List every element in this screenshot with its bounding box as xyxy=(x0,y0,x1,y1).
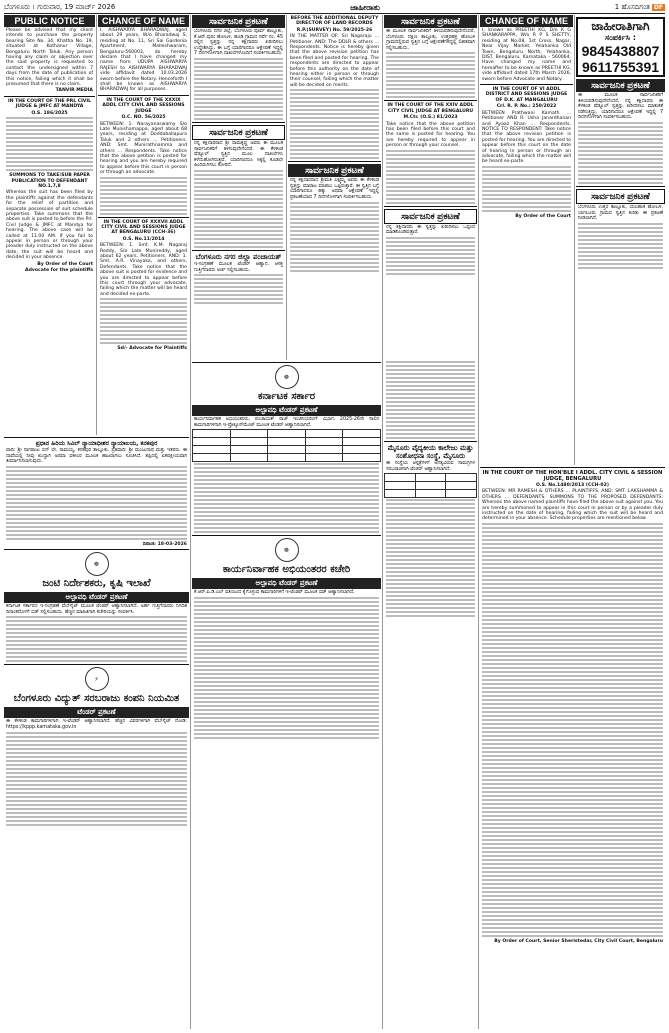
tender-body: ಕರ್ನಾಟಕ ಸರ್ಕಾರದ ಇ-ಸಂಗ್ರಹಣೆ ವೆಬ್‌ಸೈಟ್ ಮೂಲಕ ಟೆಂಡರ್ ಆಹ್ವಾನಿಸಲಾಗಿದೆ. ಅರ್ಹ ಗುತ್ತಿಗೆದಾರರು ನಿಗದಿತ ದಿನಾಂಕದೊಳಗೆ ಬಿಡ್ ಸಲ್ಲಿಸಬಹುದು. ಹೆಚ್ಚಿನ ಮಾಹಿತಿಗಾಗಿ ಕಚೇರಿಯನ್ನು ಸಂಪರ್ಕಿಸಿ. xyxy=(6,604,187,615)
table-row xyxy=(385,474,477,482)
body-text-lines xyxy=(6,466,187,540)
body-text-lines xyxy=(386,52,475,98)
hospital-body: ಈ ಸಂಸ್ಥೆಯ ಆಸ್ಪತ್ರೆಗಳಿಗೆ ಅಗತ್ಯವಿರುವ ಸಾಮಗ್ರಿಗಳ ಸರಬರಾಜಿಗಾಗಿ ಟೆಂಡರ್ ಆಹ್ವಾನಿಸಲಾಗಿದೆ. xyxy=(386,461,475,472)
divider xyxy=(4,549,189,550)
table-row xyxy=(385,482,477,490)
kn-ad-body: ಈ ಮೂಲಕ ಸಾರ್ವಜನಿಕರಿಗೆ ತಿಳಿಯಪಡಿಸುವುದೇನೆಂದರೆ, ನನ್ನ ಕಕ್ಷಿದಾರರು ಈ ಕೆಳಕಂಡ ಷೆಡ್ಯೂಲ್ ಸ್ವತ್ತನ್ನು ಖರೀದಿಸಲು ಮಾತುಕತೆ ನಡೆಸುತ್ತಿದ್ದು, ಯಾರಿಗಾದರೂ ಆಕ್ಷೇಪಣೆ ಇದ್ದಲ್ಲಿ 7 ದಿನಗಳೊಳಗಾಗಿ ಸಂಪರ್ಕಿಸಬಹುದು. xyxy=(578,93,663,121)
city-court-signature: By Order of Court, Senior Sheristedar, City Civil Court, Bengaluru xyxy=(494,938,663,944)
notice-court-title: IN THE COURT OF XXXVII ADDL CITY CIVIL AND SESSIONS JUDGE AT BENGALURU (CCH-36) xyxy=(101,219,186,236)
govt-tender-subtitle: ಅಲ್ಪಾವಧಿ ಟೆಂಡರ್ ಪ್ರಕಟಣೆ xyxy=(192,405,381,416)
bescom-body: ಈ ಕೆಳಕಂಡ ಕಾಮಗಾರಿಗಳಿಗಾಗಿ ಇ-ಟೆಂಡರ್ ಆಹ್ವಾನಿಸಲಾಗಿದೆ. ಹೆಚ್ಚಿನ ವಿವರಗಳಿಗಾಗಿ ವೆಬ್‌ಸೈಟ್ ನೋಡಿ: https://kppp.karnataka.gov.in xyxy=(6,719,187,730)
public-notice-kn-header: ಸಾರ್ವಜನಿಕ ಪ್ರಕಟಣೆ xyxy=(192,15,285,28)
court-reference: O.C. NO. 56/2025 xyxy=(121,115,166,121)
body-text-lines xyxy=(386,499,475,617)
bescom-title: ಬೆಂಗಳೂರು ವಿದ್ಯುತ್ ಸರಬರಾಜು ಕಂಪನಿ ನಿಯಮಿತ xyxy=(13,693,180,705)
change-of-name-body: I, AISHWARYA BHARADWAJ, aged about 29 years, W/o Bharadwaj S, residing at No. 11, Sri Sai Gardenia Apartment, Malleshwaram, Bengaluru-560003, do hereby declare that I have changed my name from UDUPA AISHWARYA RAJESH to AISHWARYA BHARADWAJ vide affidavit dated 10.03.2026 sworn before the Notary. Henceforth I shall be known as AISHWARYA BHARADWAJ for all purposes. xyxy=(100,28,187,93)
bottom-col5-block xyxy=(384,360,477,1029)
summons-body: Whereas the suit has been filed by the plaintiffs against the defendants for the relief of partition and separate possession of suit schedule properties. Take summons that the above suit is posted to before the Prl. Civil Judge & JMFC at Mandya for hearing. The above case will be called at 11.00 AM. If you fail to appear in person or through your pleader duly instructed on the above date, the suit will be heard and decided in your absence. xyxy=(6,190,93,261)
column-4 xyxy=(288,15,381,355)
court-reference: M.Ctr. (O.S.) 81/2023 xyxy=(403,115,458,121)
suit-reference: O.S. 186/2025 xyxy=(31,110,68,116)
column-2 xyxy=(98,15,189,430)
masthead xyxy=(4,2,665,14)
court-title: IN THE COURT OF THE XXIV ADDL CITY CIVIL JUDGE AT BENGALURU xyxy=(387,103,474,114)
body-text-lines xyxy=(386,150,475,204)
masthead-section: ಜಾಹೀರಾತು xyxy=(350,2,380,12)
bottom-middle-block xyxy=(192,360,381,1029)
court-body: BETWEEN: 1. Narayanaswamy S/o Late Munishamappa, aged about 68 years, residing at Doddaballapura Taluk and 2 others ... Petitioners. AND: Smt. Munirathnamma and others ... Respondents. Take notice that the above petition is posted for hearing and you are hereby required to appear before this court in person or through an advocate. xyxy=(100,121,187,176)
public-notice-kn2-header: ಸಾರ್ವಜನಿಕ ಪ್ರಕಟಣೆ xyxy=(192,125,285,140)
kn-ad-header: ಸಾರ್ವಜನಿಕ ಪ್ರಕಟಣೆ xyxy=(576,79,665,92)
divider xyxy=(192,122,285,123)
notice-signature: Sd/- Advocate for Plaintiffs xyxy=(117,346,187,352)
divider xyxy=(384,441,477,442)
body-text-lines xyxy=(194,58,283,120)
column-divider xyxy=(382,15,383,1029)
masthead-brand xyxy=(615,3,665,12)
kn-notice-body: ಈ ಮೂಲಕ ಸಾರ್ವಜನಿಕರಿಗೆ ತಿಳಿಯಪಡಿಸುವುದೇನೆಂದರೆ, ಬೆಂಗಳೂರು ದಕ್ಷಿಣ ತಾಲ್ಲೂಕು, ಉತ್ತರಹಳ್ಳಿ ಹೋಬಳಿ ಗ್ರಾಮದಲ್ಲಿರುವ ಸ್ವತ್ತಿನ ಬಗ್ಗೆ ಆಕ್ಷೇಪಣೆಗಳಿದ್ದಲ್ಲಿ ಲಿಖಿತವಾಗಿ ಸಲ್ಲಿಸಬಹುದು. xyxy=(386,29,475,51)
tender-body: ಇ-ಸಂಗ್ರಹಣೆ ಮೂಲಕ ಟೆಂಡರ್ ಆಹ್ವಾನ. ಆಸಕ್ತ ಗುತ್ತಿಗೆದಾರರು ಅರ್ಜಿ ಸಲ್ಲಿಸಬಹುದು. xyxy=(194,261,283,273)
summons-order: By Order of the Court xyxy=(37,261,93,267)
divider xyxy=(384,100,477,101)
kn-ad-header: ಸಾರ್ವಜನಿಕ ಪ್ರಕಟಣೆ xyxy=(288,164,381,177)
body-text-lines xyxy=(482,523,663,937)
kn-ad2-body: ಬೆಂಗಳೂರು ಉತ್ತರ ತಾಲ್ಲೂಕು, ಯಲಹಂಕ ಹೋಬಳಿ, ಬಾಗಲೂರು ಗ್ರಾಮದ ಸ್ವತ್ತಿನ ಕುರಿತು ಈ ಪ್ರಕಟಣೆ ನೀಡಲಾಗಿದೆ. xyxy=(578,204,663,222)
notice-reference: O.S. No.11/2014 xyxy=(122,236,165,242)
court-order: By Order of the Court xyxy=(515,213,571,219)
tender-subtitle: ಅಲ್ಪಾವಧಿ ಟೆಂಡರ್ ಪ್ರಕಟಣೆ xyxy=(4,592,189,603)
divider xyxy=(192,535,381,536)
table-row xyxy=(193,446,381,454)
ddlr-body: IN THE MATTER OF: Sri Nagaraju ... Petitioner. AND: The DDLR & others ... Respondents. Notice is hereby given that the above revision petition has been filed and posted for hearing. The respondents are directed to appear before this authority on the date of hearing either in person or through their counsel, failing which the matter will be decided on merits. xyxy=(290,34,379,88)
body-text-lines xyxy=(194,170,283,248)
advertise-title: ಜಾಹೀರಾತಿಗಾಗಿ xyxy=(591,19,650,33)
change-of-name-header: CHANGE OF NAME xyxy=(98,15,189,27)
hospital-title: ಮೈಸೂರು ವೈದ್ಯಕೀಯ ಕಾಲೇಜು ಮತ್ತು ಸಂಶೋಧನಾ ಸಂಸ್ಥೆ, ಮೈಸೂರು xyxy=(387,444,474,460)
column-divider xyxy=(190,15,191,1029)
kn-ad-header: ಸಾರ್ವಜನಿಕ ಪ್ರಕಟಣೆ xyxy=(384,209,477,224)
kn-notice-header: ಸಾರ್ವಜನಿಕ ಪ್ರಕಟಣೆ xyxy=(384,15,477,28)
advertise-phone-1: 9845438807 xyxy=(581,43,660,59)
summons-title: SUMMONS TO TAKE/SUB PAPER PUBLICATION TO DEFENDANT NO.1,7,8 xyxy=(9,173,90,189)
court-body: Take notice that the above petition has been filed before this court and the same is posted for hearing. You are hereby required to appear in person or through your counsel. xyxy=(386,121,475,149)
kn-court-title: ಪ್ರಧಾನ ಹಿರಿಯ ಸಿವಿಲ್ ನ್ಯಾಯಾಧೀಶರ ನ್ಯಾಯಾಲಯ, ಕನಕಪುರ xyxy=(35,440,158,447)
divider xyxy=(384,206,477,207)
table-row xyxy=(193,454,381,462)
ee-office-body: ಕೆ.ಆರ್.ಐ.ಡಿ.ಎಲ್ ವತಿಯಿಂದ ಕೈಗೊಳ್ಳುವ ಕಾಮಗಾರಿಗಳಿಗೆ ಇ-ಟೆಂಡರ್ ಮೂಲಕ ಬಿಡ್ ಆಹ್ವಾನಿಸಲಾಗಿದೆ. xyxy=(194,590,355,596)
body-text-lines xyxy=(290,89,379,159)
divider xyxy=(98,95,189,96)
change-of-name-body: I, known as PREETHI KG, D/o K G SHANKARAPPA, W/o R P S SHETTY, residing at No.08, 1st Cross, Nagar, Near Vijay Market, Yelahanka Old Town, Bengaluru North, Yelahanka, DIST. Bengaluru, Karnataka - 560064. Have changed my name and hereafter to be known as PREETHI KG, vide affidavit dated 17th March 2026, sworn before Advocate and Notary. xyxy=(482,28,571,82)
body-text-lines xyxy=(194,274,283,304)
masthead-page: 1 ಹೊಸದಿಗಂತ xyxy=(614,3,650,11)
divider xyxy=(480,84,573,85)
table-row xyxy=(193,438,381,446)
advertise-phone-2: 9611755391 xyxy=(581,59,660,75)
bottom-right-block xyxy=(480,465,665,1029)
govt-tender-body: ಕಾರ್ಯನಿರ್ವಾಹಕ ಅಭಿಯಂತರರು, ಪಂಚಾಯತ್ ರಾಜ್ ಇಂಜಿನಿಯರಿಂಗ್ ವಿಭಾಗ. 2025-26ನೇ ಸಾಲಿನ ಕಾಮಗಾರಿಗಳಿಗಾಗಿ ಇ-ಪ್ರೊಕ್ಯೂರ್‌ಮೆಂಟ್ ಮೂಲಕ ಟೆಂಡರ್ ಆಹ್ವಾನಿಸಲಾಗಿದೆ. xyxy=(194,417,379,428)
body-text-lines xyxy=(6,117,93,171)
kn-ad-body: ನನ್ನ ಕಕ್ಷಿದಾರರು ಈ ಸ್ವತ್ತನ್ನು ಖರೀದಿಸಲು ಒಪ್ಪಂದ ಮಾಡಿಕೊಂಡಿರುತ್ತಾರೆ. xyxy=(386,224,475,236)
divider xyxy=(288,161,381,162)
court-reference: Crl. R. P. No.: 250/2022 xyxy=(496,104,557,110)
ddlr-reference: R.P.(SURVEY) No. 59/2025-26 xyxy=(296,27,373,33)
public-notice-kn-body: ಬೆಂಗಳೂರು ನಗರ ಜಿಲ್ಲೆ, ಬೆಂಗಳೂರು ಪೂರ್ವ ತಾಲ್ಲೂಕು, ಕೆ.ಆರ್.ಪುರಂ ಹೋಬಳಿ, ಹೂಡಿ ಗ್ರಾಮದ ಸರ್ವೆ ನಂ. 45 ರಲ್ಲಿನ ಸ್ವತ್ತನ್ನು ನನ್ನ ಕಕ್ಷಿದಾರರು ಖರೀದಿಸಲು ಉದ್ದೇಶಿಸಿದ್ದು, ಈ ಬಗ್ಗೆ ಯಾರಿಗಾದರೂ ಆಕ್ಷೇಪಣೆ ಇದ್ದಲ್ಲಿ 7 ದಿನಗಳೊಳಗಾಗಿ ದಾಖಲೆಗಳೊಂದಿಗೆ ಸಂಪರ್ಕಿಸಬಹುದು. xyxy=(194,29,283,57)
body-text-lines xyxy=(578,223,663,269)
body-text-lines xyxy=(578,122,663,184)
brand-logo-icon: DF xyxy=(653,4,663,11)
masthead-date: ಬೆಂಗಳೂರು । ಗುರುವಾರ, 19 ಮಾರ್ಚ್ 2026 xyxy=(4,3,116,11)
divider xyxy=(192,362,381,363)
public-notice-header: PUBLIC NOTICE xyxy=(4,15,95,27)
body-text-lines xyxy=(100,177,187,215)
ee-office-title: ಕಾರ್ಯನಿರ್ವಾಹಕ ಅಭಿಯಂತರರ ಕಚೇರಿ xyxy=(222,564,351,576)
divider xyxy=(4,437,189,438)
body-text-lines xyxy=(386,361,475,439)
public-notice-kn2-body: ನನ್ನ ಕಕ್ಷಿದಾರರಾದ ಶ್ರೀ ರಾಮಕೃಷ್ಣ ಅವರು ಈ ಮೂಲಕ ಸಾರ್ವಜನಿಕರಿಗೆ ತಿಳಿಸುವುದೇನೆಂದರೆ, ಈ ಕೆಳಕಂಡ ಷೆಡ್ಯೂಲ್ ಸ್ವತ್ತಿನ ಮೂಲ ದಾಖಲೆಗಳು ಕಳೆದುಹೋಗಿರುತ್ತವೆ. ಯಾರಿಗಾದರೂ ಸಿಕ್ಕಲ್ಲಿ ಕೂಡಲೇ ಹಿಂದಿರುಗಿಸಲು ಕೋರಿದೆ. xyxy=(194,140,283,169)
government-emblem-icon: ☸ xyxy=(275,365,299,389)
city-court-body: BETWEEN: MR RAMESH & OTHERS ... PLAINTIFFS. AND: SMT. LAKSHAMMA & OTHERS ... DEFENDANTS. SUMMONS TO THE PROPOSED DEFENDANTS: Whereas the above named plaintiffs have filed the above suit against you. You are hereby summoned to appear in this court in person or by a pleader duly instructed on the date of hearing, failing which the suit will be heard and determined in your absence. Schedule properties are mentioned below. xyxy=(482,489,663,522)
company-logo-icon: ⚡ xyxy=(85,667,109,691)
body-text-lines xyxy=(194,463,379,533)
bescom-subtitle: ಟೆಂಡರ್ ಪ್ರಕಟಣೆ xyxy=(4,707,189,718)
kn-court-body: ವಾದಿ: ಶ್ರೀ ನಾಗರಾಜು ಬಿನ್ ಲೇ. ರಾಮಯ್ಯ, ಕನಕಪುರ ತಾಲ್ಲೂಕು. ಪ್ರತಿವಾದಿ: ಶ್ರೀ ಮಂಜುನಾಥ ಮತ್ತು ಇತರರು. ಈ ದಾವೆಯಲ್ಲಿ ನೀವು ಖುದ್ದಾಗಿ ಅಥವಾ ವಕೀಲರ ಮೂಲಕ ಹಾಜರಾಗಲು ಸೂಚಿಸಿದೆ. ತಪ್ಪಿದಲ್ಲಿ ಏಕಪಕ್ಷೀಯವಾಗಿ ತೀರ್ಮಾನಿಸಲಾಗುವುದು. xyxy=(6,448,187,465)
table-row xyxy=(385,490,477,498)
column-divider xyxy=(478,15,479,1029)
body-text-lines xyxy=(100,298,187,344)
divider xyxy=(576,186,665,187)
public-notice-signature: TANVIR MEDIA xyxy=(55,88,93,94)
advertise-contact-box xyxy=(576,17,665,77)
divider xyxy=(480,467,665,468)
government-emblem-icon: ☸ xyxy=(85,552,109,576)
court-title: IN THE COURT OF THE XXXIX ADDL CITY CIVIL AND SESSIONS JUDGE xyxy=(102,97,185,114)
body-text-lines xyxy=(482,166,571,212)
table-row xyxy=(193,430,381,438)
city-court-reference: O.S. No.1480/2013 (CCH-02) xyxy=(536,483,609,488)
column-3 xyxy=(192,15,285,355)
kn-ad-body: ನನ್ನ ಕಕ್ಷಿದಾರರಾದ ಶ್ರೀಮತಿ ಲಕ್ಷ್ಮಮ್ಮ ಅವರು ಈ ಕೆಳಕಂಡ ಸ್ವತ್ತನ್ನು ಮಾರಾಟ ಮಾಡಲು ಒಪ್ಪಿರುತ್ತಾರೆ. ಈ ಸ್ವತ್ತಿನ ಬಗ್ಗೆ ಯಾರಿಗಾದರೂ ಹಕ್ಕು ಅಥವಾ ಆಕ್ಷೇಪಣೆ ಇದ್ದಲ್ಲಿ ಪ್ರಕಟಣೆಯಾದ 7 ದಿನಗಳೊಳಗಾಗಿ ಸಂಪರ್ಕಿಸಬಹುದು. xyxy=(290,178,379,201)
hospital-table xyxy=(384,473,477,498)
tender-title: ಜಂಟಿ ನಿರ್ದೇಶಕರು, ಕೃಷಿ ಇಲಾಖೆ xyxy=(42,578,151,590)
body-text-lines xyxy=(6,616,187,662)
column-6 xyxy=(480,15,573,460)
change-of-name-header: CHANGE OF NAME xyxy=(480,15,573,27)
body-text-lines xyxy=(6,732,187,826)
column-7 xyxy=(576,15,665,460)
tender-table xyxy=(192,429,381,462)
court-title: IN THE COURT OF VI ADDL DISTRICT AND SESSIONS JUDGE OF D.K. AT MANGALURU xyxy=(485,87,568,103)
govt-tender-title: ಕರ್ನಾಟಕ ಸರ್ಕಾರ xyxy=(257,391,316,402)
body-text-lines xyxy=(194,597,379,739)
ee-office-subtitle: ಅಲ್ಪಾವಧಿ ಟೆಂಡರ್ ಪ್ರಕಟಣೆ xyxy=(192,578,381,589)
bottom-left-block xyxy=(4,435,189,1029)
divider xyxy=(192,250,285,251)
city-court-title: IN THE COURT OF THE HON'BLE I ADDL. CITY CIVIL & SESSION JUDGE, BENGALURU xyxy=(482,470,663,482)
divider xyxy=(4,664,189,665)
government-emblem-icon: ☸ xyxy=(275,538,299,562)
body-text-lines xyxy=(290,202,379,272)
suit-court-title: IN THE COURT OF THE PRL CIVIL JUDGE & JMFC AT MANDYA xyxy=(8,98,91,110)
advertise-subtitle: ಸಂಪರ್ಕಿಸಿ : xyxy=(604,33,637,42)
column-1 xyxy=(4,15,95,430)
notice-body: BETWEEN: 1. Smt. K.M. Nagaraj Reddy, S/o Late Munireddy, aged about 62 years, Petitioners. AND: 1. Smt. A.R. Vinayaka, and others, Defendants. Take notice that the above suit is posted for evidence and you are directed to appear before this court through your advocate, failing which the matter will be heard and decided ex-parte. xyxy=(100,243,187,297)
court-body: BETWEEN Prathwani Kamath ... Petitioner AND R. Usha Janardhanan and Ayaaz Khan ... Respondents. NOTICE TO RESPONDENT: Take notice that the above revision petition is posted for hearing. You are directed to appear before this court on the date of hearing in person or through an advocate, failing which the matter will be heard ex-parte. xyxy=(482,110,571,165)
divider xyxy=(4,96,95,97)
body-text-lines xyxy=(386,237,475,275)
classifieds-page xyxy=(4,15,665,1029)
tender-title: ಬೆಂಗಳೂರು ನಗರ ಜಿಲ್ಲಾ ಪಂಚಾಯತ್ xyxy=(195,252,282,261)
ddlr-title: BEFORE THE ADDITIONAL DEPUTY DIRECTOR OF LAND RECORDS xyxy=(290,16,379,27)
kn-ad2-header: ಸಾರ್ವಜನಿಕ ಪ್ರಕಟಣೆ xyxy=(576,189,665,204)
summons-advocate: Advocate for the plaintiffs xyxy=(25,268,93,273)
kn-court-date: ದಿನಾಂಕ: 18-03-2026 xyxy=(142,541,187,547)
column-5 xyxy=(384,15,477,355)
divider xyxy=(98,217,189,218)
public-notice-body: Please be advised that my client intends to purchase the property bearing Site No. 34, Khatha No. 19, situated at Kothanur Village, Bengaluru North Taluk. Any person having any claim or objection over the said property is requested to contact the undersigned within 7 days from the date of publication of this notice, failing which it shall be presumed that there is no claim. xyxy=(6,28,93,88)
